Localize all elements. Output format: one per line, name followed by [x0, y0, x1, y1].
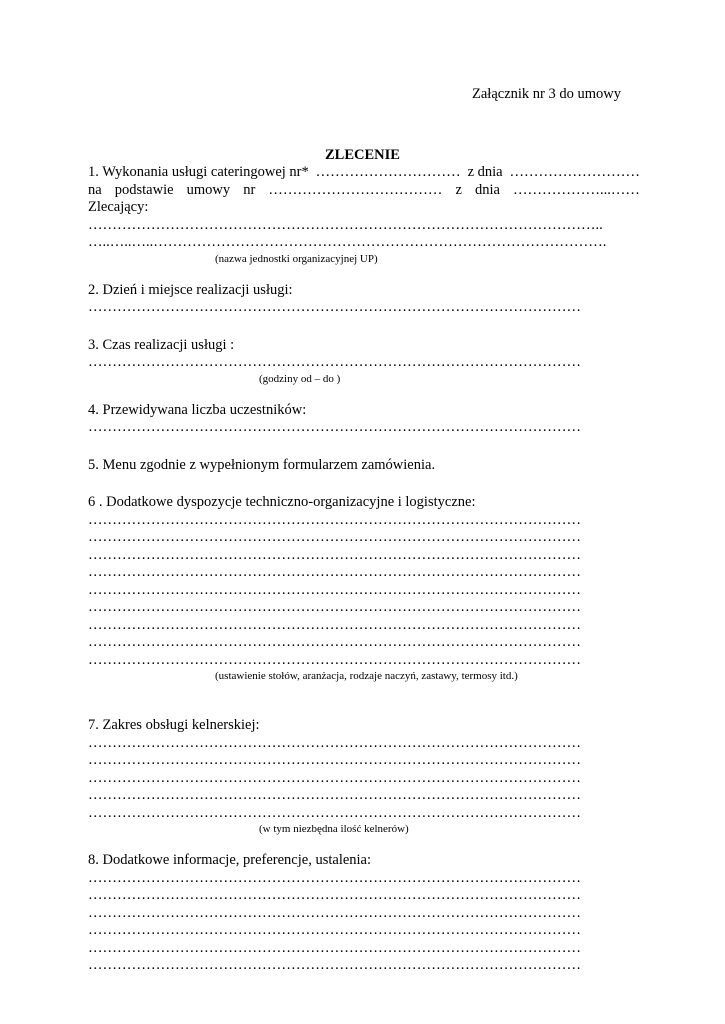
item8-field-line[interactable]: …………………………………………………………………………………………: [88, 904, 581, 921]
item4-label: 4. Przewidywana liczba uczestników:: [88, 401, 307, 418]
item1-podstawie-text: podstawie: [114, 181, 174, 198]
item6-label: 6 . Dodatkowe dyspozycje techniczno-organizacyjne i logistyczne:: [88, 494, 476, 510]
item1-contract-date-field[interactable]: ………………...……: [513, 181, 640, 198]
zlecajacy-field-line-2[interactable]: …..…..…..………………………………………………………………………………….: [88, 234, 607, 250]
item8-field-line[interactable]: …………………………………………………………………………………………: [88, 939, 581, 956]
item8-field-line[interactable]: …………………………………………………………………………………………: [88, 887, 581, 903]
item6-field-line[interactable]: …………………………………………………………………………………………: [88, 546, 581, 563]
item8-field-line[interactable]: …………………………………………………………………………………………: [88, 869, 581, 886]
zlecajacy-note: (nazwa jednostki organizacyjnej UP): [215, 252, 378, 265]
item1-line2: [88, 182, 640, 200]
item1-na-text: na: [88, 181, 102, 198]
item2-label: 2. Dzień i miejsce realizacji usługi:: [88, 281, 293, 298]
item1-date-field[interactable]: ………………………: [509, 164, 640, 180]
item7-field-line[interactable]: …………………………………………………………………………………………: [88, 769, 581, 786]
item1-nr-text: nr: [243, 181, 256, 198]
item3-label: 3. Czas realizacji usługi :: [88, 336, 235, 353]
item6-field-line[interactable]: …………………………………………………………………………………………: [88, 511, 581, 528]
annex-label: Załącznik nr 3 do umowy: [472, 86, 621, 102]
item6-field-line[interactable]: …………………………………………………………………………………………: [88, 616, 581, 633]
form-content: [88, 164, 640, 975]
item1-order-number-field[interactable]: …………………………: [315, 164, 461, 180]
item6-field-line[interactable]: …………………………………………………………………………………………: [88, 581, 581, 598]
item7-field-line[interactable]: …………………………………………………………………………………………: [88, 787, 581, 803]
item6-field-line[interactable]: …………………………………………………………………………………………: [88, 651, 581, 668]
item7-field-line[interactable]: …………………………………………………………………………………………: [88, 734, 581, 751]
item1-z-text: z: [455, 181, 462, 198]
item1-label: 1. Wykonania usługi cateringowej nr*: [88, 164, 309, 180]
item7-label: 7. Zakres obsługi kelnerskiej:: [88, 717, 260, 733]
item8-label: 8. Dodatkowe informacje, preferencje, ustalenia:: [88, 852, 372, 868]
item7-field-line[interactable]: …………………………………………………………………………………………: [88, 804, 581, 821]
item8-field-line[interactable]: …………………………………………………………………………………………: [88, 957, 581, 973]
item3-field[interactable]: …………………………………………………………………………………………: [88, 354, 581, 370]
item7-note: (w tym niezbędna ilość kelnerów): [259, 823, 409, 835]
zlecajacy-label: Zlecający:: [88, 199, 149, 215]
item1-umowy-text: umowy: [186, 181, 231, 198]
item6-note: (ustawienie stołów, aranżacja, rodzaje naczyń, zastawy, termosy itd.): [215, 670, 518, 682]
item3-note: (godziny od – do ): [259, 372, 341, 385]
item1-dnia-text: dnia: [474, 181, 500, 198]
item6-field-line[interactable]: …………………………………………………………………………………………: [88, 599, 581, 615]
item1-line1: [88, 164, 640, 182]
item6-field-line[interactable]: …………………………………………………………………………………………: [88, 634, 581, 650]
item6-field-line[interactable]: …………………………………………………………………………………………: [88, 529, 581, 545]
item1-date-label: z dnia: [467, 164, 503, 180]
item4-field[interactable]: …………………………………………………………………………………………: [88, 419, 581, 435]
zlecajacy-field-line-1[interactable]: ……………………………………………………………………………………………..: [88, 216, 603, 233]
item7-field-line[interactable]: …………………………………………………………………………………………: [88, 752, 581, 768]
item6-field-line[interactable]: …………………………………………………………………………………………: [88, 564, 581, 580]
item1-contract-number-field[interactable]: ………………………………: [268, 181, 443, 198]
item5-label: 5. Menu zgodnie z wypełnionym formularzem zamówienia.: [88, 456, 436, 473]
document-title: ZLECENIE: [325, 147, 400, 163]
item2-field[interactable]: …………………………………………………………………………………………: [88, 299, 581, 315]
item8-field-line[interactable]: …………………………………………………………………………………………: [88, 922, 581, 938]
